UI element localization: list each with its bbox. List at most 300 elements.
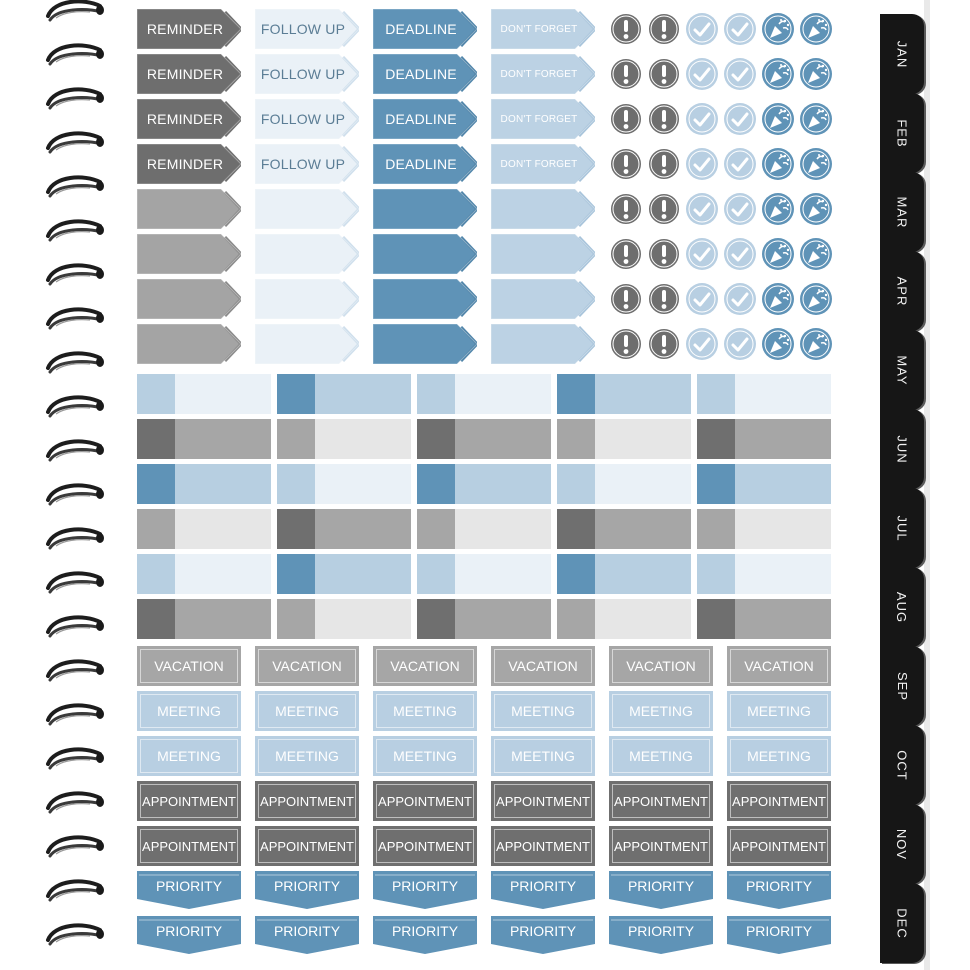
sticker-sheet: [104, 0, 880, 970]
sticker-label: APPOINTMENT: [614, 793, 708, 809]
dont-forget-flag: [491, 144, 595, 184]
bar-sticker-body: [595, 419, 691, 459]
spiral-coil: [44, 128, 106, 158]
bar-sticker-body: [175, 464, 271, 504]
bar-sticker-tab: [697, 374, 735, 414]
priority-label: PRIORITY: [509, 923, 577, 939]
month-tab-text: AUG: [894, 591, 910, 623]
priority-sticker: [491, 871, 595, 911]
sticker-label: VACATION: [390, 658, 460, 674]
bar-sticker-tab: [557, 554, 595, 594]
exclamation-icon: [647, 327, 681, 361]
checkmark-icon: [685, 237, 719, 271]
month-tab-jan[interactable]: [880, 14, 924, 94]
checkmark-icon: [723, 57, 757, 91]
vacation-sticker: [373, 646, 477, 686]
meeting-sticker: [255, 691, 359, 731]
bar-sticker: [557, 509, 691, 549]
bar-sticker: [277, 599, 411, 639]
sticker-label: MEETING: [157, 703, 221, 719]
appointment-sticker: [255, 781, 359, 821]
party-popper-icon: [799, 327, 833, 361]
month-tab-text: JAN: [894, 40, 910, 68]
exclamation-icon: [609, 57, 643, 91]
month-tab-text: FEB: [894, 118, 910, 148]
bar-sticker: [277, 554, 411, 594]
appointment-sticker: [491, 781, 595, 821]
blank-flag: [373, 189, 477, 229]
month-tab-mar[interactable]: [880, 172, 924, 252]
sticker-label: APPOINTMENT: [142, 793, 236, 809]
priority-label: PRIORITY: [273, 923, 341, 939]
sticker-label: APPOINTMENT: [496, 838, 590, 854]
deadline-flag: [373, 9, 477, 49]
reminder-flag: [137, 144, 241, 184]
party-popper-icon: [761, 57, 795, 91]
flag-label: FOLLOW UP: [260, 21, 346, 37]
page-edge: [924, 0, 930, 970]
checkmark-icon: [723, 327, 757, 361]
party-popper-icon: [761, 147, 795, 181]
month-tab-jul[interactable]: [880, 488, 924, 568]
spiral-coil: [44, 788, 106, 818]
bar-sticker-tab: [137, 554, 175, 594]
bar-sticker-tab: [557, 464, 595, 504]
bar-sticker: [417, 554, 551, 594]
priority-label: PRIORITY: [391, 878, 459, 894]
bar-sticker-body: [735, 509, 831, 549]
bar-sticker-body: [315, 554, 411, 594]
checkmark-icon: [685, 192, 719, 226]
sticker-label: APPOINTMENT: [614, 838, 708, 854]
priority-label: PRIORITY: [391, 923, 459, 939]
priority-sticker: [137, 916, 241, 956]
bar-sticker-tab: [277, 509, 315, 549]
vacation-sticker: [491, 646, 595, 686]
follow-up-flag: [255, 99, 359, 139]
exclamation-icon: [609, 282, 643, 316]
bar-sticker: [697, 419, 831, 459]
spiral-coil: [44, 348, 106, 378]
bar-sticker-tab: [137, 464, 175, 504]
spiral-coil: [44, 172, 106, 202]
meeting-sticker: [137, 691, 241, 731]
follow-up-flag: [255, 144, 359, 184]
flag-label: FOLLOW UP: [260, 111, 346, 127]
appointment-sticker: [137, 826, 241, 866]
bar-sticker-tab: [557, 599, 595, 639]
month-tab-label: [892, 804, 912, 884]
bar-sticker-tab: [697, 464, 735, 504]
bar-sticker-body: [455, 599, 551, 639]
bar-sticker-body: [455, 419, 551, 459]
month-tab-dec[interactable]: [880, 883, 924, 963]
appointment-sticker: [255, 826, 359, 866]
spiral-coil: [44, 920, 106, 950]
appointment-sticker: [727, 781, 831, 821]
bar-sticker-tab: [277, 374, 315, 414]
month-tab-label: [892, 14, 912, 94]
blank-flag: [137, 279, 241, 319]
month-tab-label: [892, 567, 912, 647]
priority-label: PRIORITY: [745, 923, 813, 939]
month-tab-text: JUL: [894, 514, 910, 542]
party-popper-icon: [799, 282, 833, 316]
month-tab-may[interactable]: [880, 330, 924, 410]
checkmark-icon: [723, 102, 757, 136]
bar-sticker: [137, 419, 271, 459]
blank-flag: [137, 189, 241, 229]
bar-sticker-tab: [557, 509, 595, 549]
spiral-coil: [44, 436, 106, 466]
month-tab-nov[interactable]: [880, 804, 924, 884]
month-tab-jun[interactable]: [880, 409, 924, 489]
sticker-label: MEETING: [629, 703, 693, 719]
spiral-coil: [44, 700, 106, 730]
month-tab-label: [892, 330, 912, 410]
bar-sticker-tab: [697, 599, 735, 639]
month-tab-oct[interactable]: [880, 725, 924, 805]
flag-label: REMINDER: [146, 21, 224, 37]
meeting-sticker: [727, 736, 831, 776]
bar-sticker: [417, 419, 551, 459]
vacation-sticker: [609, 646, 713, 686]
checkmark-icon: [685, 327, 719, 361]
blank-flag: [373, 324, 477, 364]
bar-sticker-tab: [697, 554, 735, 594]
blank-flag: [491, 324, 595, 364]
bar-sticker: [277, 374, 411, 414]
bar-sticker: [697, 554, 831, 594]
bar-sticker: [557, 554, 691, 594]
appointment-sticker: [137, 781, 241, 821]
blank-flag: [255, 279, 359, 319]
priority-label: PRIORITY: [155, 878, 223, 894]
bar-sticker: [277, 509, 411, 549]
month-tab-text: SEP: [894, 671, 910, 701]
bar-sticker-tab: [697, 419, 735, 459]
bar-sticker-body: [595, 464, 691, 504]
bar-sticker: [417, 464, 551, 504]
bar-sticker-tab: [137, 599, 175, 639]
month-tab-label: [892, 93, 912, 173]
exclamation-icon: [647, 147, 681, 181]
follow-up-flag: [255, 9, 359, 49]
blank-flag: [137, 324, 241, 364]
month-tab-text: MAY: [894, 354, 910, 386]
priority-label: PRIORITY: [155, 923, 223, 939]
sticker-label: VACATION: [508, 658, 578, 674]
sticker-label: MEETING: [393, 748, 457, 764]
bar-sticker: [697, 374, 831, 414]
checkmark-icon: [723, 192, 757, 226]
bar-sticker: [417, 509, 551, 549]
flag-label: REMINDER: [146, 111, 224, 127]
spiral-coil: [44, 304, 106, 334]
spiral-coil: [44, 392, 106, 422]
priority-sticker: [373, 916, 477, 956]
flag-label: DEADLINE: [385, 156, 457, 172]
bar-sticker: [137, 554, 271, 594]
month-tab-label: [892, 883, 912, 963]
spiral-coil: [44, 744, 106, 774]
bar-sticker: [697, 464, 831, 504]
spiral-coil: [44, 216, 106, 246]
bar-sticker-body: [175, 419, 271, 459]
month-tab-feb[interactable]: [880, 93, 924, 173]
blank-flag: [491, 279, 595, 319]
spiral-coil: [44, 832, 106, 862]
exclamation-icon: [647, 192, 681, 226]
sticker-label: MEETING: [511, 748, 575, 764]
bar-sticker-body: [315, 509, 411, 549]
meeting-sticker: [609, 691, 713, 731]
spiral-coil: [44, 0, 106, 26]
blank-flag: [491, 189, 595, 229]
bar-sticker: [277, 419, 411, 459]
flag-label: DON'T FORGET: [500, 113, 578, 125]
party-popper-icon: [761, 327, 795, 361]
priority-sticker: [609, 916, 713, 956]
priority-label: PRIORITY: [273, 878, 341, 894]
flag-label: DON'T FORGET: [500, 158, 578, 170]
spiral-binding: [44, 0, 106, 970]
priority-sticker: [727, 916, 831, 956]
meeting-sticker: [137, 736, 241, 776]
sticker-label: APPOINTMENT: [732, 838, 826, 854]
flag-label: DEADLINE: [385, 66, 457, 82]
appointment-sticker: [727, 826, 831, 866]
bar-sticker: [137, 599, 271, 639]
spiral-coil: [44, 260, 106, 290]
bar-sticker-tab: [417, 419, 455, 459]
month-tab-text: APR: [894, 276, 910, 306]
priority-sticker: [255, 916, 359, 956]
priority-sticker: [373, 871, 477, 911]
sticker-label: APPOINTMENT: [378, 793, 472, 809]
month-tab-label: [892, 725, 912, 805]
dont-forget-flag: [491, 9, 595, 49]
bar-sticker-body: [595, 374, 691, 414]
bar-sticker-tab: [137, 509, 175, 549]
dont-forget-flag: [491, 54, 595, 94]
reminder-flag: [137, 54, 241, 94]
reminder-flag: [137, 9, 241, 49]
appointment-sticker: [373, 826, 477, 866]
priority-label: PRIORITY: [627, 878, 695, 894]
meeting-sticker: [491, 691, 595, 731]
bar-sticker: [277, 464, 411, 504]
bar-sticker-tab: [277, 464, 315, 504]
priority-sticker: [491, 916, 595, 956]
month-tab-label: [892, 172, 912, 252]
bar-sticker-tab: [417, 554, 455, 594]
priority-sticker: [727, 871, 831, 911]
spiral-coil: [44, 568, 106, 598]
reminder-flag: [137, 99, 241, 139]
month-tab-sep[interactable]: [880, 646, 924, 726]
checkmark-icon: [723, 237, 757, 271]
bar-sticker-body: [595, 599, 691, 639]
spiral-coil: [44, 524, 106, 554]
bar-sticker: [557, 599, 691, 639]
checkmark-icon: [685, 12, 719, 46]
spiral-coil: [44, 40, 106, 70]
spiral-coil: [44, 480, 106, 510]
sticker-label: VACATION: [626, 658, 696, 674]
sticker-label: APPOINTMENT: [142, 838, 236, 854]
sticker-label: APPOINTMENT: [378, 838, 472, 854]
flag-label: FOLLOW UP: [260, 156, 346, 172]
follow-up-flag: [255, 54, 359, 94]
bar-sticker-body: [735, 599, 831, 639]
exclamation-icon: [609, 327, 643, 361]
blank-flag: [491, 234, 595, 274]
meeting-sticker: [373, 691, 477, 731]
month-tab-text: OCT: [894, 749, 910, 781]
appointment-sticker: [373, 781, 477, 821]
bar-sticker-body: [735, 464, 831, 504]
bar-sticker-tab: [417, 464, 455, 504]
bar-sticker: [557, 419, 691, 459]
meeting-sticker: [727, 691, 831, 731]
bar-sticker-body: [315, 599, 411, 639]
bar-sticker-body: [595, 509, 691, 549]
exclamation-icon: [609, 237, 643, 271]
sticker-label: MEETING: [157, 748, 221, 764]
meeting-sticker: [609, 736, 713, 776]
spiral-coil: [44, 876, 106, 906]
bar-sticker: [557, 464, 691, 504]
bar-sticker: [137, 374, 271, 414]
exclamation-icon: [647, 282, 681, 316]
bar-sticker-body: [175, 374, 271, 414]
party-popper-icon: [799, 192, 833, 226]
month-tab-text: NOV: [894, 828, 910, 860]
bar-sticker-body: [735, 554, 831, 594]
month-tab-label: [892, 409, 912, 489]
month-tab-label: [892, 488, 912, 568]
flag-label: REMINDER: [146, 66, 224, 82]
month-tab-text: MAR: [894, 196, 910, 228]
sticker-label: APPOINTMENT: [260, 838, 354, 854]
exclamation-icon: [609, 102, 643, 136]
bar-sticker: [557, 374, 691, 414]
sticker-label: MEETING: [747, 703, 811, 719]
party-popper-icon: [799, 147, 833, 181]
bar-sticker-body: [455, 374, 551, 414]
priority-sticker: [137, 871, 241, 911]
party-popper-icon: [799, 12, 833, 46]
bar-sticker-body: [315, 419, 411, 459]
vacation-sticker: [255, 646, 359, 686]
bar-sticker-tab: [417, 599, 455, 639]
exclamation-icon: [647, 237, 681, 271]
month-tab-text: DEC: [894, 907, 910, 939]
checkmark-icon: [723, 12, 757, 46]
blank-flag: [255, 324, 359, 364]
meeting-sticker: [373, 736, 477, 776]
sticker-label: VACATION: [154, 658, 224, 674]
deadline-flag: [373, 99, 477, 139]
bar-sticker-tab: [277, 599, 315, 639]
exclamation-icon: [647, 102, 681, 136]
bar-sticker-body: [735, 419, 831, 459]
checkmark-icon: [685, 147, 719, 181]
bar-sticker-tab: [697, 509, 735, 549]
spiral-coil: [44, 612, 106, 642]
blank-flag: [373, 234, 477, 274]
appointment-sticker: [491, 826, 595, 866]
sticker-label: MEETING: [747, 748, 811, 764]
checkmark-icon: [685, 102, 719, 136]
flag-label: DEADLINE: [385, 21, 457, 37]
month-tab-apr[interactable]: [880, 251, 924, 331]
bar-sticker: [417, 374, 551, 414]
party-popper-icon: [761, 192, 795, 226]
deadline-flag: [373, 54, 477, 94]
bar-sticker-body: [175, 509, 271, 549]
sticker-label: MEETING: [275, 748, 339, 764]
bar-sticker-body: [315, 464, 411, 504]
month-tab-text: JUN: [894, 434, 910, 464]
month-tab-label: [892, 251, 912, 331]
checkmark-icon: [685, 282, 719, 316]
blank-flag: [255, 189, 359, 229]
party-popper-icon: [761, 102, 795, 136]
exclamation-icon: [609, 192, 643, 226]
bar-sticker-tab: [277, 554, 315, 594]
sticker-label: MEETING: [511, 703, 575, 719]
priority-label: PRIORITY: [745, 878, 813, 894]
sticker-label: MEETING: [629, 748, 693, 764]
bar-sticker-tab: [417, 509, 455, 549]
month-tab-label: [892, 646, 912, 726]
flag-label: REMINDER: [146, 156, 224, 172]
month-tabs: [880, 0, 970, 970]
sticker-label: APPOINTMENT: [260, 793, 354, 809]
priority-sticker: [609, 871, 713, 911]
flag-label: DEADLINE: [385, 111, 457, 127]
bar-sticker-body: [455, 554, 551, 594]
bar-sticker-tab: [557, 374, 595, 414]
bar-sticker-body: [175, 599, 271, 639]
bar-sticker-body: [455, 464, 551, 504]
party-popper-icon: [799, 237, 833, 271]
priority-sticker: [255, 871, 359, 911]
checkmark-icon: [723, 282, 757, 316]
party-popper-icon: [799, 57, 833, 91]
appointment-sticker: [609, 826, 713, 866]
bar-sticker-tab: [557, 419, 595, 459]
blank-flag: [137, 234, 241, 274]
blank-flag: [373, 279, 477, 319]
sticker-label: MEETING: [275, 703, 339, 719]
sticker-label: VACATION: [272, 658, 342, 674]
month-tab-aug[interactable]: [880, 567, 924, 647]
bar-sticker: [137, 464, 271, 504]
exclamation-icon: [647, 57, 681, 91]
bar-sticker: [697, 509, 831, 549]
priority-label: PRIORITY: [509, 878, 577, 894]
priority-label: PRIORITY: [627, 923, 695, 939]
meeting-sticker: [491, 736, 595, 776]
checkmark-icon: [723, 147, 757, 181]
dont-forget-flag: [491, 99, 595, 139]
appointment-sticker: [609, 781, 713, 821]
bar-sticker-body: [175, 554, 271, 594]
sticker-label: VACATION: [744, 658, 814, 674]
